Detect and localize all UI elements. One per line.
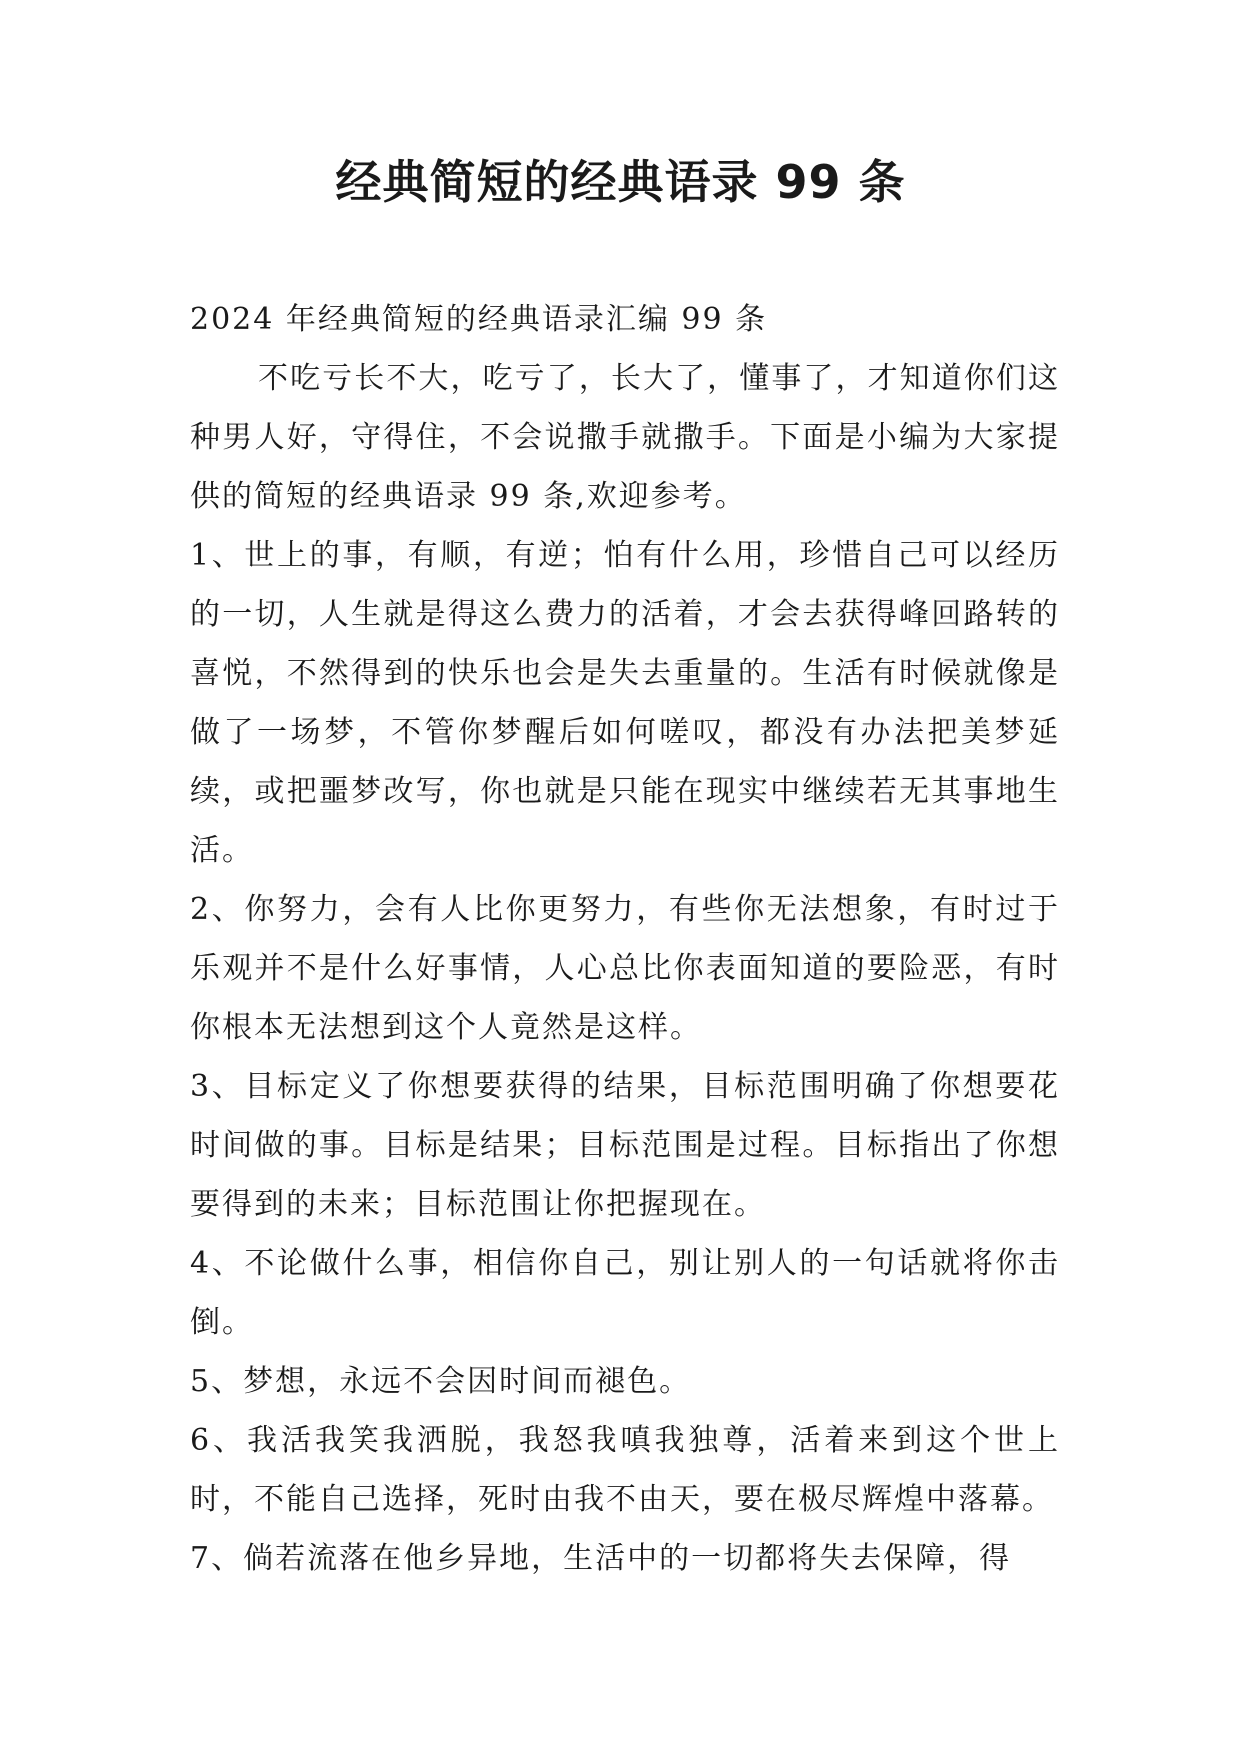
quote-item-1: 1、世上的事，有顺，有逆；怕有什么用，珍惜自己可以经历的一切，人生就是得这么费力的活着，才会去获得峰回路转的喜悦，不然得到的快乐也会是失去重量的。生活有时候就像是做了一场梦，不管你梦醒后如何嗟叹，都没有办法把美梦延续，或把噩梦改写，你也就是只能在现实中继续若无其事地生活。 bbox=[190, 538, 1060, 868]
quote-item-2: 2、你努力，会有人比你更努力，有些你无法想象，有时过于乐观并不是什么好事情，人心总比你表面知道的要险恶，有时你根本无法想到这个人竟然是这样。 bbox=[190, 892, 1060, 1045]
document-subtitle: 2024 年经典简短的经典语录汇编 99 条 bbox=[190, 302, 768, 337]
quote-item-7: 7、倘若流落在他乡异地，生活中的一切都将失去保障，得 bbox=[190, 1541, 1012, 1576]
document-body bbox=[190, 290, 1060, 1588]
document-title: 经典简短的经典语录 99 条 bbox=[335, 155, 906, 209]
intro-paragraph: 不吃亏长不大，吃亏了，长大了，懂事了，才知道你们这种男人好，守得住，不会说撒手就撒手。下面是小编为大家提供的简短的经典语录 99 条,欢迎参考。 bbox=[190, 361, 1060, 514]
quote-item-5: 5、梦想，永远不会因时间而褪色。 bbox=[190, 1364, 692, 1399]
quote-item-6: 6、我活我笑我洒脱，我怒我嗔我独尊，活着来到这个世上时，不能自己选择，死时由我不由天，要在极尽辉煌中落幕。 bbox=[190, 1423, 1060, 1517]
quote-item-3: 3、目标定义了你想要获得的结果，目标范围明确了你想要花时间做的事。目标是结果；目标范围是过程。目标指出了你想要得到的未来；目标范围让你把握现在。 bbox=[190, 1069, 1060, 1222]
quote-item-4: 4、不论做什么事，相信你自己，别让别人的一句话就将你击倒。 bbox=[190, 1246, 1060, 1340]
